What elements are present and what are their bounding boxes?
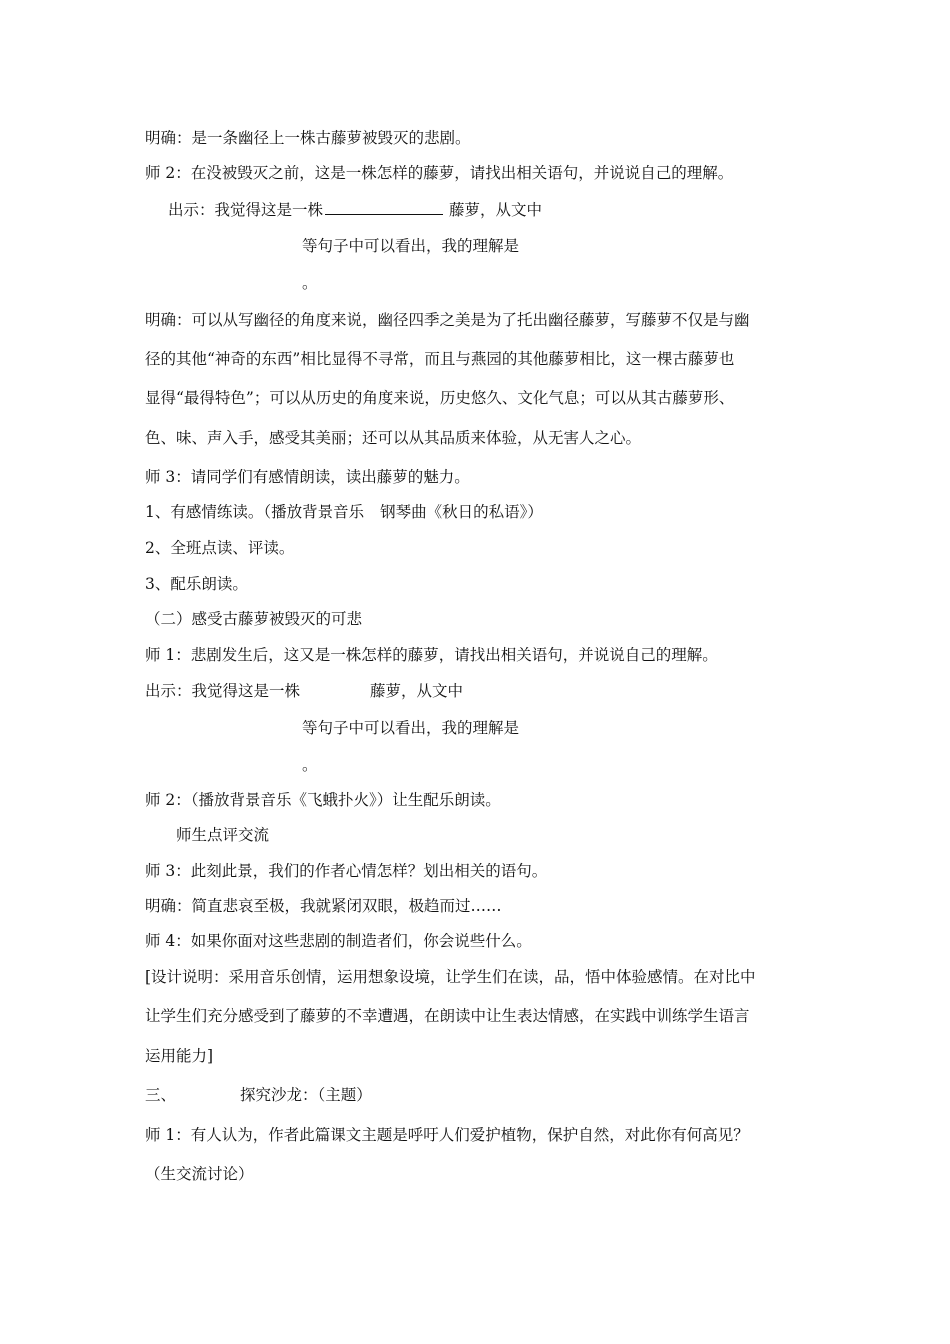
section-heading-3-title: 探究沙龙：（主题）	[240, 1086, 372, 1104]
fill-in-prompt-1-tail: 藤萝，从文中	[449, 201, 543, 219]
paragraph-clarify-2-line2: 径的其他“神奇的东西”相比显得不寻常，而且与燕园的其他藤萝相比，这一棵古藤萝也	[145, 350, 735, 368]
fill-in-prompt-2-lead: 出示：我觉得这是一株	[145, 682, 301, 700]
paragraph-clarify-2-line4: 色、味、声入手，感受其美丽；还可以从其品质来体验，从无害人之心。	[145, 429, 642, 447]
fill-in-prompt-2-end: 。	[302, 756, 318, 774]
fill-in-prompt-2-tail: 藤萝，从文中	[370, 682, 464, 700]
section-heading-3-number: 三、	[145, 1086, 177, 1104]
paragraph-teacher-1-b: 师 1：悲剧发生后，这又是一株怎样的藤萝，请找出相关语句，并说说自己的理解。	[145, 646, 718, 664]
paragraph-teacher-2: 师 2：在没被毁灭之前，这是一株怎样的藤萝，请找出相关语句，并说说自己的理解。	[145, 164, 734, 182]
blank-line-1	[325, 198, 443, 215]
design-note-line1: [设计说明：采用音乐创情，运用想象设境，让学生们在读，品，悟中体验感情。在对比中	[145, 968, 756, 986]
paragraph-teacher-2-b: 师 2：（播放背景音乐《飞蛾扑火》）让生配乐朗读。	[145, 791, 501, 809]
design-note-line3: 运用能力]	[145, 1047, 214, 1065]
list-item-1-lead: 1、有感情练读。（播放背景音乐	[145, 503, 365, 521]
paragraph-teacher-3-b: 师 3：此刻此景，我们的作者心情怎样？划出相关的语句。	[145, 862, 548, 880]
fill-in-prompt-1	[168, 198, 542, 220]
list-item-2: 2、全班点读、评读。	[145, 539, 295, 557]
paragraph-teacher-3: 师 3：请同学们有感情朗读，读出藤萝的魅力。	[145, 468, 470, 486]
fill-in-prompt-1-cont: 等句子中可以看出，我的理解是	[302, 237, 520, 255]
list-item-1-tail: 钢琴曲《秋日的私语》）	[380, 503, 543, 521]
fill-in-prompt-1-end: 。	[302, 274, 318, 292]
fill-in-prompt-2-cont: 等句子中可以看出，我的理解是	[302, 719, 520, 737]
fill-in-prompt-1-lead: 出示：我觉得这是一株	[168, 201, 324, 219]
design-note-line2: 让学生们充分感受到了藤萝的不幸遭遇，在朗读中让生表达情感，在实践中训练学生语言	[145, 1007, 750, 1025]
list-item-1	[145, 502, 543, 522]
paragraph-clarify-2-line3: 显得“最得特色”；可以从历史的角度来说，历史悠久、文化气息；可以从其古藤萝形、	[145, 389, 735, 407]
paragraph-discussion: （生交流讨论）	[145, 1165, 254, 1183]
paragraph-clarify-3: 明确：简直悲哀至极，我就紧闭双眼，极趋而过……	[145, 897, 502, 915]
paragraph-clarify-2-line1: 明确：可以从写幽径的角度来说，幽径四季之美是为了托出幽径藤萝，写藤萝不仅是与幽	[145, 311, 750, 329]
paragraph-teacher-1-c: 师 1：有人认为，作者此篇课文主题是呼吁人们爱护植物，保护自然，对此你有何高见？	[145, 1126, 749, 1144]
section-heading-3	[145, 1085, 372, 1105]
paragraph-teacher-4: 师 4：如果你面对这些悲剧的制造者们，你会说些什么。	[145, 932, 532, 950]
list-item-3: 3、配乐朗读。	[145, 575, 248, 593]
section-heading-2: （二）感受古藤萝被毁灭的可悲	[145, 610, 363, 628]
fill-in-prompt-2	[145, 681, 463, 701]
paragraph-peer-review: 师生点评交流	[176, 826, 270, 844]
paragraph-clarify-1: 明确：是一条幽径上一株古藤萝被毁灭的悲剧。	[145, 129, 471, 147]
